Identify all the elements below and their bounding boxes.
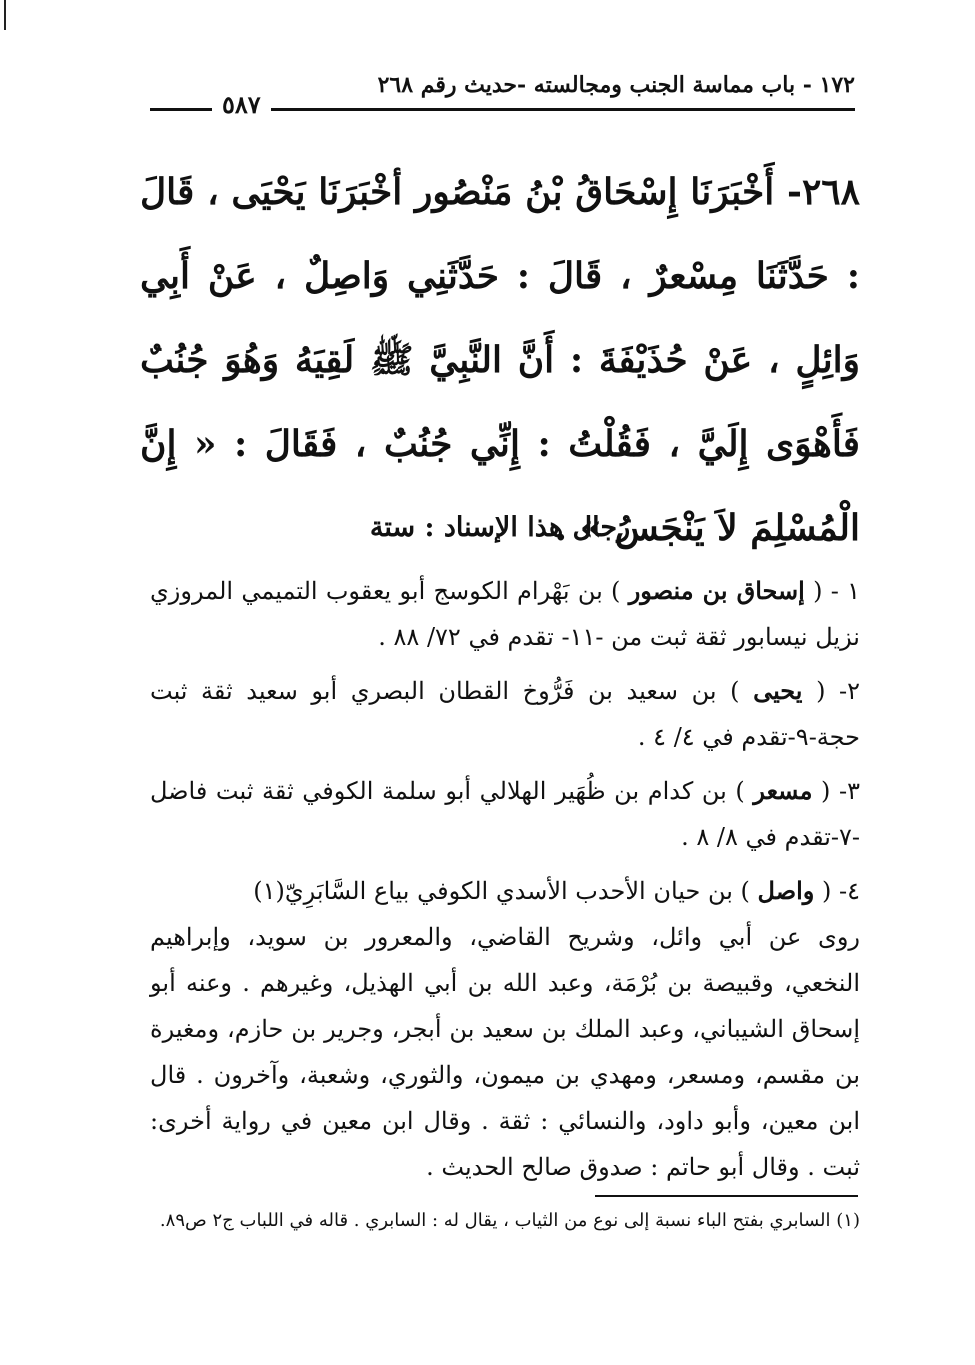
narrator-entry-1 xyxy=(150,568,860,660)
footnote: (١) السابري بفتح الباء نسبة إلى نوع من الثياب ، يقال له : السابري . قاله في اللباب ج٢ ص٨٩. xyxy=(159,1210,860,1231)
footnote-separator xyxy=(595,1195,858,1197)
narrator-description: ) بن كدام بن ظُهَير الهلالي أبو سلمة الكوفي ثقة ثبت فاضل -٧-تقدم في ٨/ ٨ . xyxy=(150,777,860,851)
scan-edge-mark xyxy=(4,0,6,30)
page-header xyxy=(150,72,855,120)
hadith-text: أَخْبَرَنَا إِسْحَاقُ بْنُ مَنْصُور أخْبَرَنَا يَحْيَى ، قَالَ : حَدَّثَنَا مِسْعرٌ ، قَالَ : حَدَّثَنِي وَاصِلٌ ، عَنْ أَبِي وَائِلٍ ، عَنْ حُذَيْفَةَ : أَنَّ النَّبِيَّ ﷺ لَقِيَهُ وَهُوَ جُنُبٌ فَأَهْوَى إِلَيَّ ، فَقُلْتُ : إِنِّي جُنُبٌ ، فَقَالَ : « إِنَّ الْمُسْلِمَ لاَ يَنْجَسُ » . xyxy=(140,171,860,549)
narrator-description: ) بن بَهْرام الكوسج أبو يعقوب التميمي المروزي نزيل نيسابور ثقة ثبت من -١١- تقدم في ٧٢/ ٨٨ . xyxy=(150,577,860,651)
narrator-description: ) بن سعيد بن فَرُّوخ القطان البصري أبو سعيد ثقة ثبت حجة-٩-تقدم في ٤/ ٤ . xyxy=(150,677,860,751)
narrator-prefix: ٤- ( xyxy=(822,877,860,905)
narrator-description: ) بن حيان الأحدب الأسدي الكوفي بياع السَّابَرِيّ(١) xyxy=(253,877,750,905)
narrator-prefix: ١ - ( xyxy=(813,577,860,605)
narrator-entry-3 xyxy=(150,768,860,860)
narrator-name: مسعر xyxy=(753,776,813,805)
page-number: ٥٨٧ xyxy=(212,90,271,119)
hadith-number: ٢٦٨- xyxy=(787,171,860,213)
narrator-name: يحيى xyxy=(753,676,803,705)
narrator-prefix: ٢- ( xyxy=(816,677,860,705)
narrator-prefix: ٣- ( xyxy=(821,777,860,805)
chapter-header-title: ١٧٢ - باب مماسة الجنب ومجالسته -حديث رقم ٢٦٨ xyxy=(377,72,855,98)
narrator-entry-2 xyxy=(150,668,860,760)
section-heading: رجال هذا الإسناد : ستة xyxy=(369,512,631,543)
narrators-commentary xyxy=(150,568,860,1190)
narrator-name: إسحاق بن منصور xyxy=(628,576,805,605)
hadith-text-block xyxy=(140,150,860,570)
narrator-biography-paragraph: روى عن أبي وائل، وشريح القاضي، والمعرور بن سويد، وإبراهيم النخعي، وقبيصة بن بُرْمَة، وعبد الله بن أبي الهذيل، وغيرهم . وعنه أبو إسحاق الشيباني، وعبد الملك بن سعيد بن أبجر، وجرير بن حازم، ومغيرة بن مقسم، ومسعر، ومهدي بن ميمون، والثوري، وشعبة، وآخرون . قال ابن معين، وأبو داود، والنسائي : ثقة . وقال ابن معين في رواية أخرى: ثبت . وقال أبو حاتم : صدوق صالح الحديث . xyxy=(150,923,860,1181)
narrator-name: واصل xyxy=(757,876,815,905)
narrator-entry-4 xyxy=(150,868,860,914)
